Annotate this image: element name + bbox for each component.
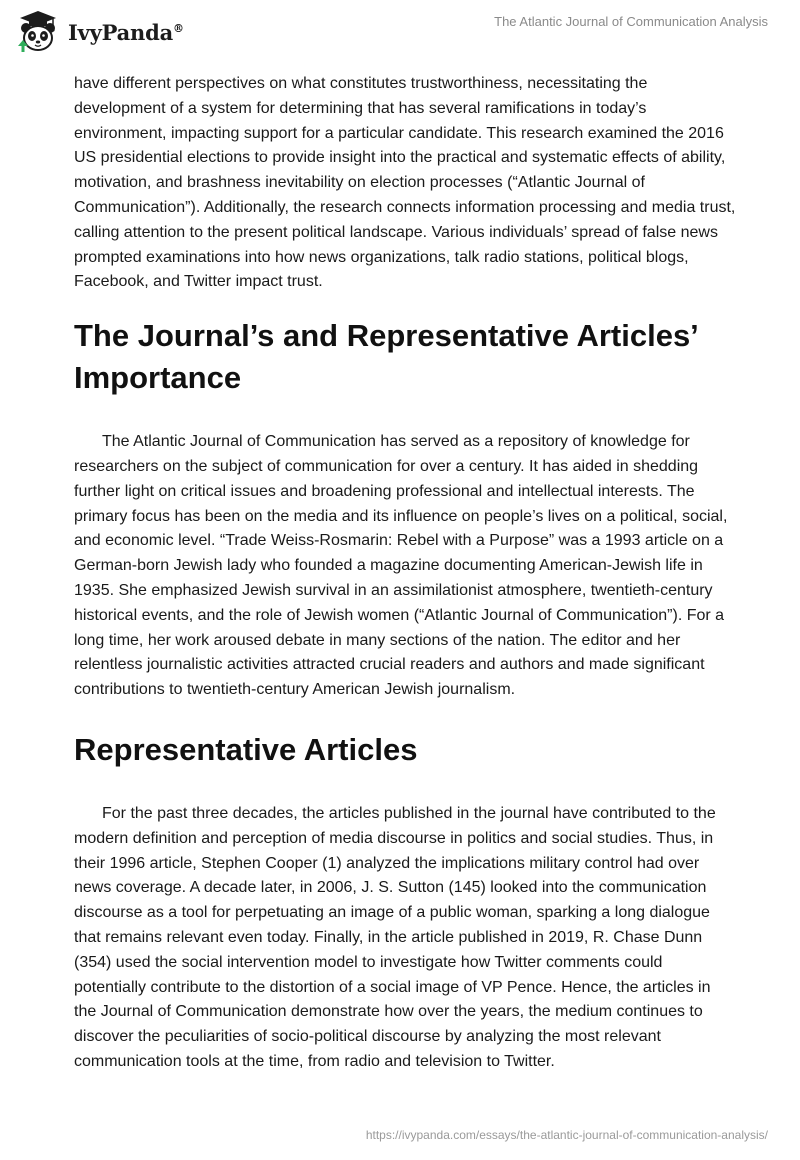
- essay-content: [74, 72, 736, 1075]
- registered-mark: ®: [173, 21, 184, 35]
- document-title: The Atlantic Journal of Communication Analysis: [494, 14, 768, 29]
- section-paragraph-representative-articles: For the past three decades, the articles published in the journal have contributed to the modern definition and perception of media discourse in politics and social studies. Thus, in their 1996 article, Stephen Cooper (1) analyzed the implications military control had over news coverage. A decade later, in 2006, J. S. Sutton (145) looked into the communication discourse as a tool for perpetuating an image of a public woman, sparking a long dialogue that remains relevant even today. Finally, in the article published in 2019, R. Chase Dunn (354) used the social intervention model to investigate how Twitter comments could potentially contribute to the distortion of a social image of VP Pence. Hence, the articles in the Journal of Communication demonstrate how over the years, the medium continues to discover the peculiarities of socio-political discourse by analyzing the most relevant communication tools at the time, from radio and television to Twitter.: [74, 804, 716, 1070]
- intro-paragraph: have different perspectives on what constitutes trustworthiness, necessitating the development of a system for determining that has several ramifications in today’s environment, impacting support for a particular candidate. This research examined the 2016 US presidential elections to provide insight into the practical and systematic effects of ability, motivation, and brashness inevitability on election processes (“Atlantic Journal of Communication”). Additionally, the research connects information processing and media trust, calling attention to the present political landscape. Various individuals’ spread of false news prompted examinations into how news organizations, talk radio stations, political blogs, Facebook, and Twitter impact trust.: [74, 75, 736, 291]
- source-url-link[interactable]: https://ivypanda.com/essays/the-atlantic-journal-of-communication-analysis/: [365, 1128, 768, 1142]
- page-header: [0, 0, 800, 70]
- section-heading-importance: The Journal’s and Representative Articles’ Importance: [74, 318, 698, 396]
- brand-name: IvyPanda®: [68, 19, 184, 45]
- panda-graduate-icon: [14, 8, 62, 56]
- section-heading-representative-articles: Representative Articles: [74, 731, 418, 767]
- section-paragraph-importance: The Atlantic Journal of Communication has served as a repository of knowledge for researchers on the subject of communication for over a century. It has aided in shedding further light on critical issues and broadening professional and intellectual interests. The primary focus has been on the media and its influence on people’s lives on a political, social, and economic level. “Trade Weiss-Rosmarin: Rebel with a Purpose” was a 1993 article on a German-born Jewish lady who founded a magazine documenting American-Jewish life in 1935. She emphasized Jewish survival in an assimilationist atmosphere, twentieth-century historical events, and the role of Jewish women (“Atlantic Journal of Communication”). For a long time, her work aroused debate in many sections of the nation. The editor and her relentless journalistic activities attracted crucial readers and authors and made significant contributions to twentieth-century American Jewish journalism.: [74, 433, 728, 699]
- ivypanda-logo[interactable]: [14, 8, 184, 56]
